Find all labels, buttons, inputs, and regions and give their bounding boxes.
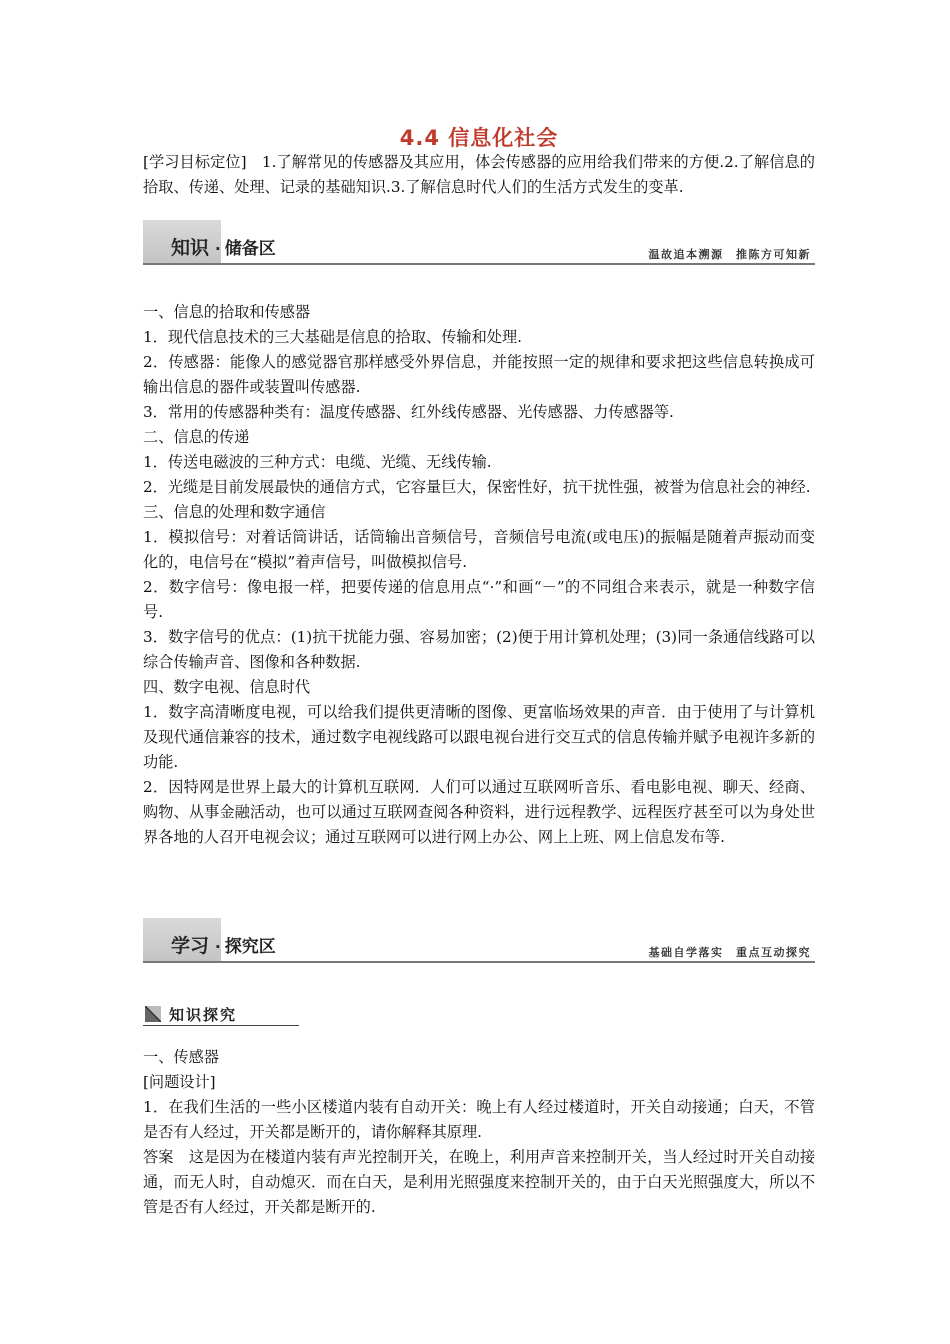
section-banner-knowledge (143, 220, 815, 266)
explore-paragraph: [问题设计] (143, 1073, 216, 1091)
section-banner-study (143, 918, 815, 964)
banner-heading (171, 233, 276, 260)
knowledge-paragraph: 二、信息的传递 (143, 428, 250, 446)
knowledge-paragraph: 1．现代信息技术的三大基础是信息的拾取、传输和处理. (143, 328, 522, 346)
knowledge-paragraph: 2．传感器：能像人的感觉器官那样感受外界信息，并能按照一定的规律和要求把这些信息转换成可输出信息的器件或装置叫传感器. (143, 353, 815, 396)
banner-dot: · (215, 938, 221, 956)
explore-paragraph: 一、传感器 (143, 1048, 219, 1066)
banner-main-label: 知识 (171, 237, 210, 259)
knowledge-paragraph: 1．传送电磁波的三种方式：电缆、光缆、无线传输. (143, 453, 492, 471)
knowledge-paragraph: 3．数字信号的优点：(1)抗干扰能力强、容易加密；(2)便于用计算机处理；(3)同一条通信线路可以综合传输声音、图像和各种数据. (143, 628, 815, 671)
banner-main-label: 学习 (171, 935, 210, 957)
knowledge-body (143, 300, 815, 850)
subsection-header (143, 1002, 299, 1028)
explore-body (143, 1045, 815, 1220)
knowledge-paragraph: 3．常用的传感器种类有：温度传感器、红外线传感器、光传感器、力传感器等. (143, 403, 674, 421)
page-title: 4.4 信息化社会 (399, 126, 559, 150)
subsection-underline (143, 1025, 299, 1026)
banner-dot: · (215, 240, 221, 258)
banner-sub-label: 探究区 (224, 937, 276, 957)
subsection-label: 知识探究 (169, 1006, 238, 1024)
knowledge-paragraph: 三、信息的处理和数字通信 (143, 503, 326, 521)
banner-tagline: 基础自学落实 重点互动探究 (648, 946, 811, 959)
knowledge-paragraph: 2．数字信号：像电报一样，把要传递的信息用点“·”和画“－”的不同组合来表示，就是一种数字信号. (143, 578, 815, 621)
explore-paragraph: 1．在我们生活的一些小区楼道内装有自动开关：晚上有人经过楼道时，开关自动接通；白天，不管是否有人经过，开关都是断开的，请你解释其原理. (143, 1098, 815, 1141)
knowledge-paragraph: 2．因特网是世界上最大的计算机互联网．人们可以通过互联网听音乐、看电影电视、聊天、经商、购物、从事金融活动，也可以通过互联网查阅各种资料，进行远程教学、远程医疗甚至可以为身处世界各地的人召开电视会议；通过互联网可以进行网上办公、网上上班、网上信息发布等. (143, 778, 815, 846)
knowledge-paragraph: 四、数字电视、信息时代 (143, 678, 311, 696)
explore-paragraph: 答案 这是因为在楼道内装有声光控制开关，在晚上，利用声音来控制开关，当人经过时开关自动接通，而无人时，自动熄灭．而在白天，是利用光照强度来控制开关的，由于白天光照强度大，所以不管是否有人经过，开关都是断开的. (143, 1148, 815, 1216)
banner-divider (143, 263, 815, 265)
knowledge-paragraph: 1．模拟信号：对着话筒讲话，话筒输出音频信号，音频信号电流(或电压)的振幅是随着声振动而变化的，电信号在“模拟”着声信号，叫做模拟信号. (143, 528, 815, 571)
learning-objective: [学习目标定位] 1.了解常见的传感器及其应用，体会传感器的应用给我们带来的方便.2.了解信息的拾取、传递、处理、记录的基础知识.3.了解信息时代人们的生活方式发生的变革. (143, 153, 815, 196)
banner-sub-label: 储备区 (224, 239, 276, 259)
knowledge-paragraph: 一、信息的拾取和传感器 (143, 303, 311, 321)
diagonal-corner-icon (145, 1006, 161, 1022)
banner-divider (143, 961, 815, 963)
knowledge-paragraph: 2．光缆是目前发展最快的通信方式，它容量巨大，保密性好，抗干扰性强，被誉为信息社会的神经. (143, 478, 811, 496)
banner-heading (171, 931, 276, 958)
knowledge-paragraph: 1．数字高清晰度电视，可以给我们提供更清晰的图像、更富临场效果的声音．由于使用了与计算机及现代通信兼容的技术，通过数字电视线路可以跟电视台进行交互式的信息传输并赋予电视许多新的功能. (143, 703, 815, 771)
banner-tagline: 温故追本溯源 推陈方可知新 (648, 248, 811, 261)
